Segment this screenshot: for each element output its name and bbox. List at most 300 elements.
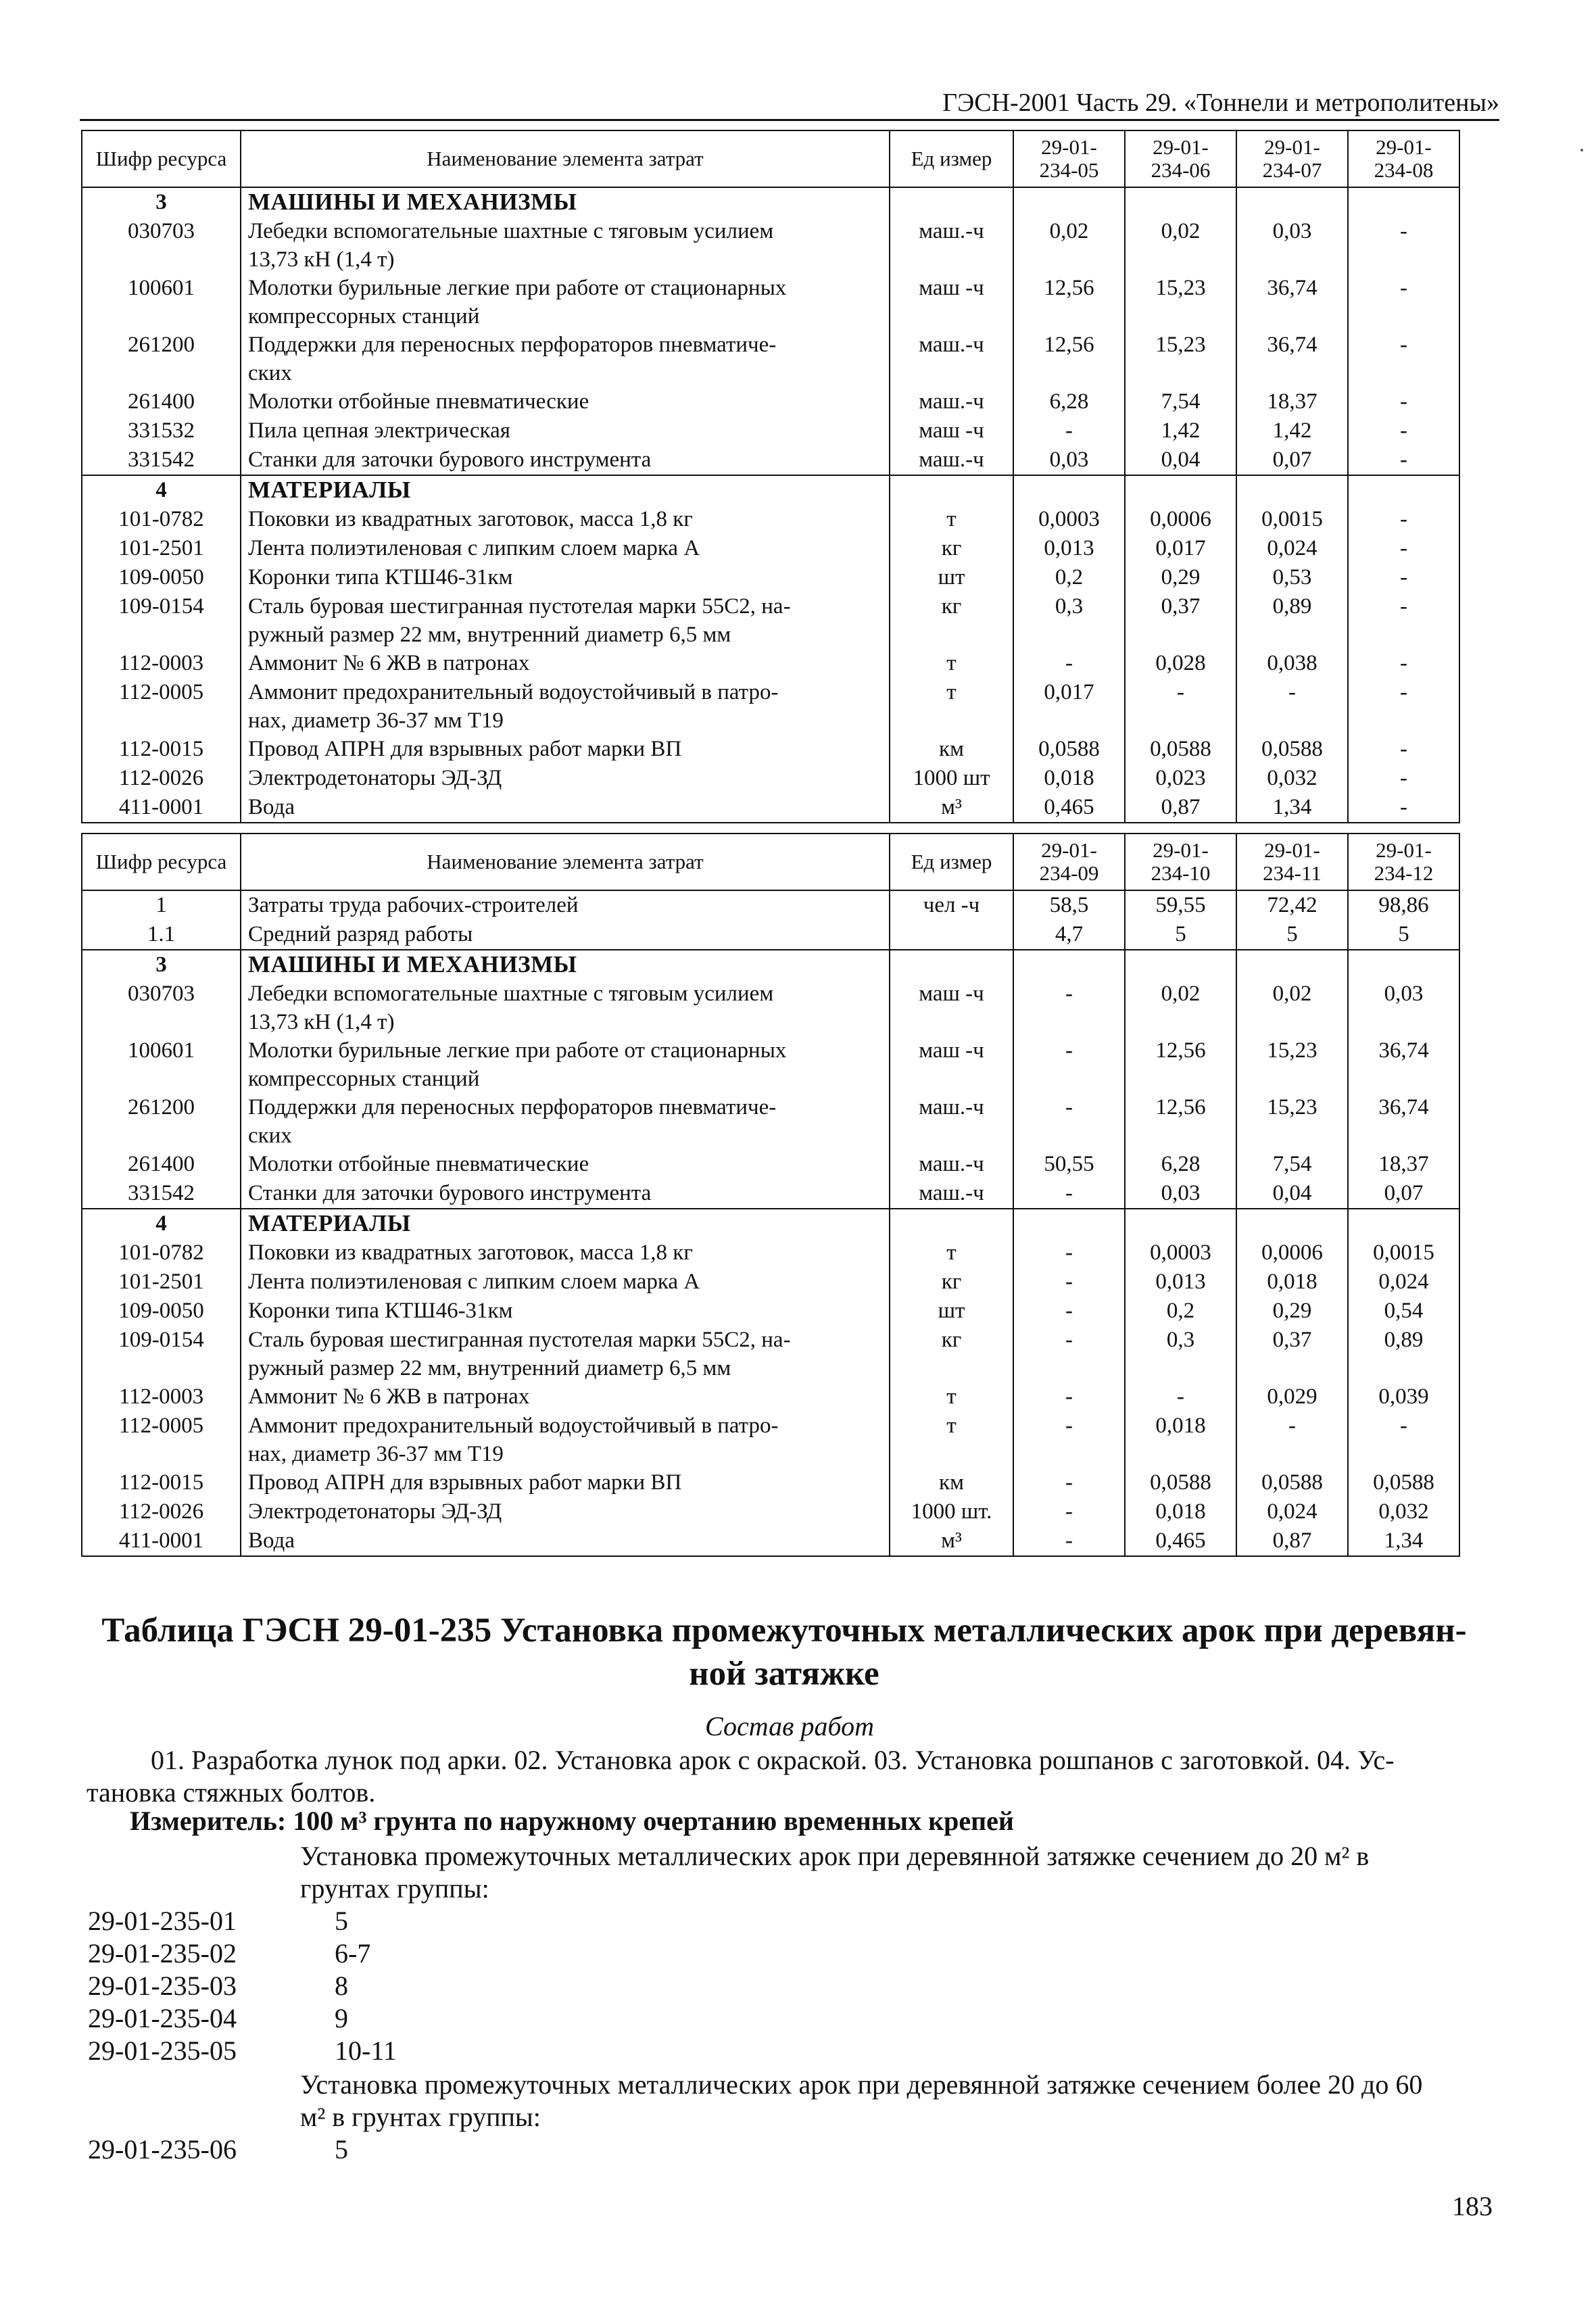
- resource-name-line: Аммонит предохранительный водоустойчивый в патро-: [248, 680, 779, 704]
- table-row: [82, 563, 1459, 592]
- code-list-item: [88, 1905, 348, 1937]
- value-cell: 5: [1348, 920, 1459, 950]
- column-header: Ед измер: [890, 834, 1013, 890]
- resource-name-line: МАШИНЫ И МЕХАНИЗМЫ: [248, 951, 577, 978]
- unit-cell: [890, 187, 1013, 217]
- table-row: [82, 274, 1459, 331]
- resource-name-line: Лента полиэтиленовая с липким слоем марка А: [248, 1270, 700, 1294]
- table-row: [82, 592, 1459, 649]
- work-line1: 01. Разработка лунок под арки. 02. Установка арок с окраской. 03. Установка рошпанов с заготовкой. 04. Ус-: [151, 1745, 1395, 1775]
- table-row: [82, 793, 1459, 823]
- value-cell: -: [1013, 1036, 1125, 1093]
- resource-name-line: ских: [248, 1124, 292, 1148]
- value-cell: 0,029: [1236, 1382, 1348, 1412]
- value-cell: 0,013: [1125, 1268, 1236, 1297]
- value-cell: -: [1013, 1268, 1125, 1297]
- value-cell: [1236, 950, 1348, 980]
- value-cell: 0,028: [1125, 649, 1236, 678]
- resource-name-line: Сталь буровая шестигранная пустотелая марки 55С2, на-: [248, 1328, 791, 1352]
- column-header: Шифр ресурса: [82, 834, 241, 890]
- value-cell: 7,54: [1125, 387, 1236, 416]
- table-row: [82, 1382, 1459, 1412]
- resource-code: 261200: [82, 1093, 241, 1150]
- column-header: Наименование элемента затрат: [241, 834, 890, 890]
- column-code-part2: 234-07: [1262, 158, 1322, 182]
- resource-code: 112-0003: [82, 1382, 241, 1412]
- column-code-part1: 29-01-: [1153, 838, 1209, 862]
- resource-name-line: Молотки отбойные пневматические: [248, 1152, 589, 1176]
- resource-code: 100601: [82, 274, 241, 331]
- column-code-part2: 234-11: [1263, 861, 1322, 885]
- value-cell: 0,02: [1125, 217, 1236, 274]
- value-cell: 36,74: [1236, 331, 1348, 387]
- value-cell: 0,018: [1125, 1412, 1236, 1468]
- value-cell: 12,56: [1013, 274, 1125, 331]
- resource-code: 112-0005: [82, 1412, 241, 1468]
- unit-cell: маш.-ч: [890, 1179, 1013, 1209]
- soil-group: 6-7: [335, 1938, 371, 1969]
- column-header: Шифр ресурса: [82, 130, 241, 187]
- unit-cell: маш.-ч: [890, 1150, 1013, 1179]
- table-row: [82, 416, 1459, 445]
- column-code-part2: 234-09: [1039, 861, 1099, 885]
- group2-description: [300, 2069, 1500, 2133]
- resource-name-line: нах, диаметр 36-37 мм Т19: [248, 1442, 504, 1466]
- group1-line1: Установка промежуточных металлических арок при деревянной затяжке сечением до 20 м² в: [300, 1841, 1370, 1871]
- table-row: [82, 1036, 1459, 1093]
- column-code-part2: 234-12: [1374, 861, 1434, 885]
- value-cell: 0,024: [1236, 534, 1348, 563]
- column-code-part2: 234-06: [1151, 158, 1211, 182]
- table-row: [82, 1526, 1459, 1556]
- value-cell: -: [1348, 735, 1459, 764]
- resource-code: 4: [82, 475, 241, 505]
- value-cell: 7,54: [1236, 1150, 1348, 1179]
- unit-cell: маш.-ч: [890, 331, 1013, 387]
- value-cell: [1125, 187, 1236, 217]
- resource-code: 261200: [82, 331, 241, 387]
- value-cell: 0,023: [1125, 764, 1236, 793]
- unit-cell: чел -ч: [890, 890, 1013, 920]
- resource-code: 100601: [82, 1036, 241, 1093]
- unit-cell: маш -ч: [890, 980, 1013, 1036]
- value-cell: -: [1236, 1412, 1348, 1468]
- code-list-item: [88, 1970, 348, 2002]
- value-cell: -: [1125, 678, 1236, 735]
- value-cell: 0,039: [1348, 1382, 1459, 1412]
- resource-code: 1.1: [82, 920, 241, 950]
- value-cell: 0,2: [1013, 563, 1125, 592]
- value-cell: 0,53: [1236, 563, 1348, 592]
- value-cell: 1,34: [1236, 793, 1348, 823]
- resource-code: 109-0154: [82, 592, 241, 649]
- value-cell: -: [1013, 1326, 1125, 1382]
- resource-name: [241, 505, 890, 534]
- table-row: [82, 1468, 1459, 1497]
- value-cell: 18,37: [1236, 387, 1348, 416]
- norm-code: 29-01-235-05: [88, 2035, 237, 2066]
- value-cell: 0,032: [1236, 764, 1348, 793]
- table-row: [82, 1297, 1459, 1326]
- value-cell: 36,74: [1236, 274, 1348, 331]
- resource-name-line: 13,73 кН (1,4 т): [248, 247, 395, 272]
- resource-table-1: [81, 130, 1460, 823]
- value-cell: 12,56: [1125, 1093, 1236, 1150]
- unit-cell: маш -ч: [890, 274, 1013, 331]
- value-cell: 0,0003: [1013, 505, 1125, 534]
- resource-code: 101-0782: [82, 505, 241, 534]
- resource-name: [241, 445, 890, 475]
- column-header: Наименование элемента затрат: [241, 130, 890, 187]
- value-cell: 0,03: [1125, 1179, 1236, 1209]
- scan-speck: [1580, 149, 1583, 151]
- resource-name-line: Поковки из квадратных заготовок, масса 1,8 кг: [248, 507, 693, 531]
- resource-name-line: Аммонит № 6 ЖВ в патронах: [248, 651, 530, 675]
- value-cell: 6,28: [1013, 387, 1125, 416]
- resource-name-line: Вода: [248, 795, 295, 819]
- value-cell: 0,02: [1236, 980, 1348, 1036]
- value-cell: [1125, 950, 1236, 980]
- resource-name-line: Вода: [248, 1528, 295, 1553]
- table-row: [82, 1326, 1459, 1382]
- value-cell: -: [1013, 1497, 1125, 1526]
- resource-name: [241, 1179, 890, 1209]
- unit-cell: [890, 920, 1013, 950]
- value-cell: 0,038: [1236, 649, 1348, 678]
- soil-group: 10-11: [335, 2035, 397, 2066]
- value-cell: [1348, 187, 1459, 217]
- value-cell: 4,7: [1013, 920, 1125, 950]
- resource-code: 112-0015: [82, 1468, 241, 1497]
- resource-code: 261400: [82, 1150, 241, 1179]
- table-row: [82, 1093, 1459, 1150]
- value-cell: 0,018: [1013, 764, 1125, 793]
- section-row: [82, 475, 1459, 505]
- value-cell: 0,07: [1348, 1179, 1459, 1209]
- resource-name-line: Пила цепная электрическая: [248, 418, 510, 443]
- value-cell: 18,37: [1348, 1150, 1459, 1179]
- value-cell: 0,465: [1125, 1526, 1236, 1556]
- value-cell: [1013, 187, 1125, 217]
- value-cell: [1013, 950, 1125, 980]
- column-code-part1: 29-01-: [1264, 838, 1320, 862]
- work-composition-text: [87, 1744, 1499, 1809]
- value-cell: 15,23: [1236, 1036, 1348, 1093]
- resource-name-line: Затраты труда рабочих-строителей: [248, 893, 579, 917]
- resource-name: [241, 1497, 890, 1526]
- resource-name: [241, 1412, 890, 1468]
- code-list-item: [88, 1937, 371, 1970]
- unit-cell: т: [890, 1412, 1013, 1468]
- table-row: [82, 735, 1459, 764]
- resource-name-line: Аммонит № 6 ЖВ в патронах: [248, 1384, 530, 1409]
- work-line2: тановка стяжных болтов.: [87, 1777, 376, 1808]
- unit-cell: кг: [890, 1326, 1013, 1382]
- resource-name-line: компрессорных станций: [248, 1067, 480, 1091]
- resource-name: [241, 274, 890, 331]
- resource-code: 101-2501: [82, 534, 241, 563]
- value-cell: 0,0588: [1236, 735, 1348, 764]
- resource-name: [241, 187, 890, 217]
- section-title-line1: Таблица ГЭСН 29-01-235 Установка промежуточных металлических арок при деревян-: [101, 1612, 1467, 1649]
- resource-name: [241, 475, 890, 505]
- unit-cell: т: [890, 649, 1013, 678]
- value-cell: 12,56: [1125, 1036, 1236, 1093]
- value-cell: 72,42: [1236, 890, 1348, 920]
- unit-cell: [890, 950, 1013, 980]
- value-cell: 5: [1125, 920, 1236, 950]
- resource-code: 109-0050: [82, 1297, 241, 1326]
- resource-name-line: ружный размер 22 мм, внутренний диаметр 6,5 мм: [248, 1356, 731, 1380]
- value-cell: 0,37: [1125, 592, 1236, 649]
- value-cell: 0,03: [1013, 445, 1125, 475]
- resource-name: [241, 217, 890, 274]
- column-header: [1013, 834, 1125, 890]
- value-cell: [1013, 475, 1125, 505]
- resource-name: [241, 534, 890, 563]
- unit-cell: т: [890, 678, 1013, 735]
- soil-group: 5: [335, 1906, 348, 1936]
- norm-code: 29-01-235-02: [88, 1938, 237, 1969]
- value-cell: 15,23: [1125, 331, 1236, 387]
- soil-group: 8: [335, 1971, 348, 2001]
- value-cell: 0,0588: [1125, 735, 1236, 764]
- value-cell: -: [1013, 1238, 1125, 1268]
- resource-name-line: Электродетонаторы ЭД-ЗД: [248, 1499, 502, 1524]
- value-cell: -: [1348, 649, 1459, 678]
- resource-name-line: Провод АПРН для взрывных работ марки ВП: [248, 737, 682, 761]
- norm-code: 29-01-235-04: [88, 2003, 237, 2033]
- value-cell: -: [1125, 1382, 1236, 1412]
- value-cell: -: [1348, 505, 1459, 534]
- resource-name-line: Коронки типа КТШ46-31км: [248, 1299, 513, 1323]
- column-code-part1: 29-01-: [1041, 838, 1097, 862]
- table-row: [82, 217, 1459, 274]
- value-cell: 0,29: [1125, 563, 1236, 592]
- resource-name: [241, 920, 890, 950]
- resource-name-line: Электродетонаторы ЭД-ЗД: [248, 766, 502, 790]
- column-code-part2: 234-08: [1374, 158, 1434, 182]
- resource-name-line: МАТЕРИАЛЫ: [248, 477, 411, 503]
- resource-name: [241, 1268, 890, 1297]
- unit-cell: [890, 475, 1013, 505]
- resource-name-line: Поддержки для переносных перфораторов пневматиче-: [248, 333, 777, 357]
- value-cell: -: [1348, 534, 1459, 563]
- resource-name-line: Коронки типа КТШ46-31км: [248, 565, 513, 589]
- resource-code: 4: [82, 1209, 241, 1238]
- value-cell: -: [1348, 445, 1459, 475]
- value-cell: 12,56: [1013, 331, 1125, 387]
- unit-cell: кг: [890, 1268, 1013, 1297]
- norm-code: 29-01-235-01: [88, 1906, 237, 1936]
- value-cell: -: [1348, 387, 1459, 416]
- resource-code: 261400: [82, 387, 241, 416]
- unit-cell: маш -ч: [890, 1036, 1013, 1093]
- value-cell: -: [1013, 1468, 1125, 1497]
- resource-name: [241, 950, 890, 980]
- resource-code: 331532: [82, 416, 241, 445]
- resource-name: [241, 592, 890, 649]
- value-cell: 0,0588: [1013, 735, 1125, 764]
- value-cell: 0,3: [1125, 1326, 1236, 1382]
- unit-cell: 1000 шт.: [890, 1497, 1013, 1526]
- column-header: [1013, 130, 1125, 187]
- column-header: [1236, 834, 1348, 890]
- value-cell: 59,55: [1125, 890, 1236, 920]
- value-cell: [1236, 187, 1348, 217]
- meter-label: Измеритель:: [130, 1806, 287, 1836]
- value-cell: 98,86: [1348, 890, 1459, 920]
- resource-code: 030703: [82, 980, 241, 1036]
- code-list-item: [88, 2035, 397, 2067]
- column-header: [1125, 130, 1236, 187]
- value-cell: [1348, 1209, 1459, 1238]
- value-cell: 0,013: [1013, 534, 1125, 563]
- value-cell: 0,0006: [1125, 505, 1236, 534]
- resource-code: 101-0782: [82, 1238, 241, 1268]
- norm-code: 29-01-235-03: [88, 1971, 237, 2001]
- soil-group: 5: [335, 2134, 348, 2165]
- unit-cell: т: [890, 1382, 1013, 1412]
- resource-code: 112-0026: [82, 1497, 241, 1526]
- value-cell: 0,024: [1236, 1497, 1348, 1526]
- resource-name: [241, 331, 890, 387]
- unit-cell: т: [890, 1238, 1013, 1268]
- value-cell: -: [1348, 592, 1459, 649]
- value-cell: 0,0588: [1236, 1468, 1348, 1497]
- table-row: [82, 331, 1459, 387]
- value-cell: 1,42: [1125, 416, 1236, 445]
- group1-description: [300, 1840, 1500, 1905]
- resource-name-line: ружный размер 22 мм, внутренний диаметр 6,5 мм: [248, 623, 731, 647]
- norm-code: 29-01-235-06: [88, 2134, 237, 2165]
- column-header: [1236, 130, 1348, 187]
- resource-code: 109-0154: [82, 1326, 241, 1382]
- resource-name-line: Станки для заточки бурового инструмента: [248, 1181, 652, 1205]
- meter-line: [130, 1805, 1014, 1837]
- resource-name: [241, 416, 890, 445]
- resource-name: [241, 1238, 890, 1268]
- value-cell: [1013, 1209, 1125, 1238]
- resource-code: 3: [82, 950, 241, 980]
- resource-name: [241, 387, 890, 416]
- value-cell: 0,89: [1348, 1326, 1459, 1382]
- resource-name: [241, 793, 890, 823]
- table-row: [82, 1412, 1459, 1468]
- value-cell: -: [1013, 1412, 1125, 1468]
- value-cell: [1236, 1209, 1348, 1238]
- resource-name-line: Молотки отбойные пневматические: [248, 389, 589, 414]
- value-cell: 1,42: [1236, 416, 1348, 445]
- value-cell: -: [1348, 563, 1459, 592]
- resource-code: 3: [82, 187, 241, 217]
- value-cell: 0,017: [1125, 534, 1236, 563]
- resource-table-2: [81, 833, 1460, 1557]
- unit-cell: 1000 шт: [890, 764, 1013, 793]
- table-row: [82, 980, 1459, 1036]
- table-row: [82, 678, 1459, 735]
- unit-cell: кг: [890, 592, 1013, 649]
- column-header: [1348, 130, 1459, 187]
- value-cell: -: [1348, 764, 1459, 793]
- value-cell: -: [1013, 1093, 1125, 1150]
- resource-code: 1: [82, 890, 241, 920]
- unit-cell: маш.-ч: [890, 1093, 1013, 1150]
- value-cell: 0,0588: [1125, 1468, 1236, 1497]
- resource-code: 030703: [82, 217, 241, 274]
- resource-name: [241, 1209, 890, 1238]
- value-cell: [1236, 475, 1348, 505]
- table-row: [82, 505, 1459, 534]
- unit-cell: м³: [890, 793, 1013, 823]
- value-cell: 50,55: [1013, 1150, 1125, 1179]
- value-cell: 0,37: [1236, 1326, 1348, 1382]
- unit-cell: маш.-ч: [890, 445, 1013, 475]
- group2-line1: Установка промежуточных металлических арок при деревянной затяжке сечением более 20 до 60: [300, 2069, 1423, 2100]
- value-cell: -: [1348, 678, 1459, 735]
- resource-name: [241, 1150, 890, 1179]
- value-cell: 0,2: [1125, 1297, 1236, 1326]
- unit-cell: шт: [890, 1297, 1013, 1326]
- table-row: [82, 1179, 1459, 1209]
- resource-name-line: МАШИНЫ И МЕХАНИЗМЫ: [248, 189, 577, 215]
- meter-value: 100 м³ грунта по наружному очертанию временных крепей: [293, 1806, 1014, 1836]
- value-cell: 0,0015: [1236, 505, 1348, 534]
- resource-name: [241, 1297, 890, 1326]
- section-title-line2: ной затяжке: [689, 1655, 879, 1693]
- column-code-part1: 29-01-: [1041, 135, 1097, 159]
- value-cell: 36,74: [1348, 1093, 1459, 1150]
- resource-code: 411-0001: [82, 1526, 241, 1556]
- table-row: [82, 387, 1459, 416]
- resource-code: 112-0005: [82, 678, 241, 735]
- resource-name-line: ских: [248, 361, 292, 385]
- value-cell: 0,3: [1013, 592, 1125, 649]
- column-header: [1348, 834, 1459, 890]
- value-cell: -: [1013, 649, 1125, 678]
- code-list-item: [88, 2133, 348, 2166]
- value-cell: -: [1013, 1297, 1125, 1326]
- section-row: [82, 950, 1459, 980]
- page-header: ГЭСН-2001 Часть 29. «Тоннели и метрополитены»: [942, 89, 1499, 117]
- column-code-part1: 29-01-: [1376, 838, 1432, 862]
- value-cell: -: [1348, 274, 1459, 331]
- resource-name: [241, 1326, 890, 1382]
- value-cell: -: [1348, 331, 1459, 387]
- resource-code: 112-0003: [82, 649, 241, 678]
- column-header: Ед измер: [890, 130, 1013, 187]
- column-code-part2: 234-05: [1039, 158, 1099, 182]
- resource-code: 101-2501: [82, 1268, 241, 1297]
- value-cell: -: [1013, 416, 1125, 445]
- value-cell: [1125, 475, 1236, 505]
- value-cell: -: [1348, 217, 1459, 274]
- value-cell: -: [1013, 1179, 1125, 1209]
- unit-cell: маш.-ч: [890, 387, 1013, 416]
- resource-name: [241, 1526, 890, 1556]
- value-cell: [1348, 950, 1459, 980]
- resource-name: [241, 649, 890, 678]
- resource-name: [241, 1382, 890, 1412]
- value-cell: 5: [1236, 920, 1348, 950]
- unit-cell: км: [890, 1468, 1013, 1497]
- value-cell: 0,87: [1125, 793, 1236, 823]
- resource-name: [241, 1093, 890, 1150]
- value-cell: -: [1013, 1382, 1125, 1412]
- resource-code: 109-0050: [82, 563, 241, 592]
- section-row: [82, 187, 1459, 217]
- resource-code: 411-0001: [82, 793, 241, 823]
